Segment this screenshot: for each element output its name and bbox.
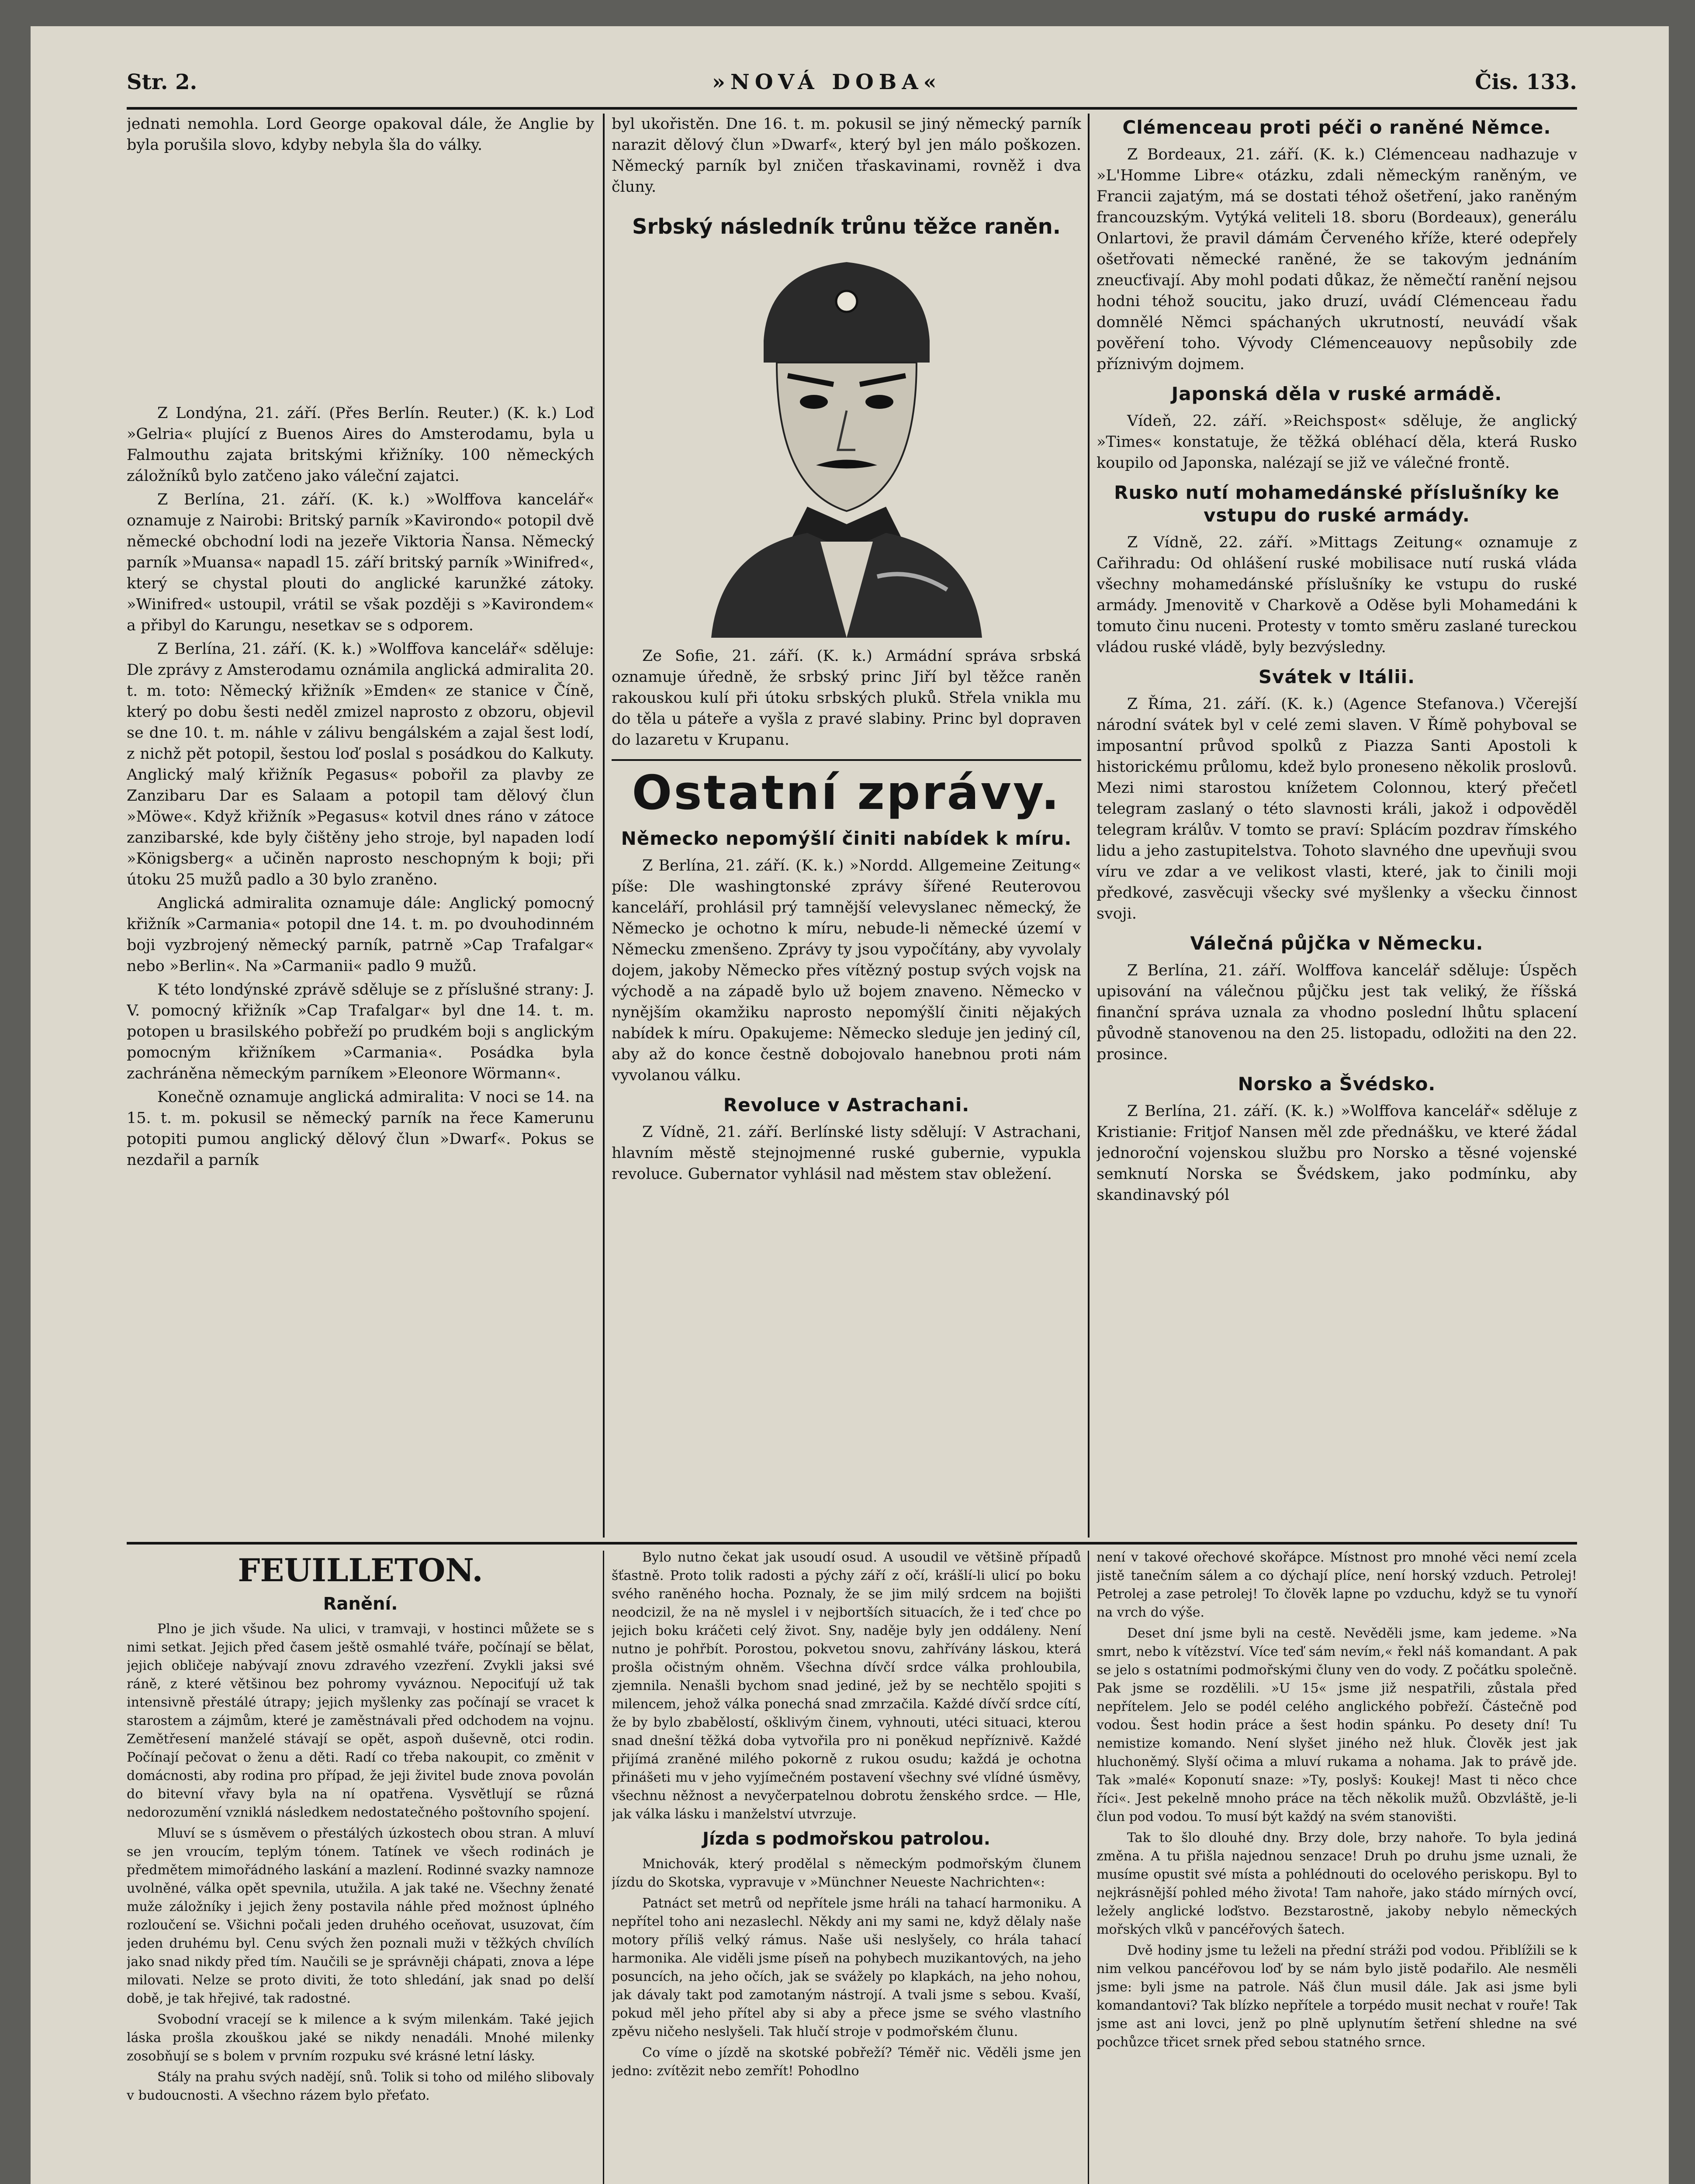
feuilleton-title: FEUILLETON. [238, 1552, 483, 1589]
headline-war-loan: Válečná půjčka v Německu. [1190, 933, 1484, 954]
article-continuation: jednati nemohla. Lord George opakoval dále, že Anglie by byla porušila slovo, kdyby nebyla šla do války. [127, 115, 594, 154]
page-number: Str. 2. [127, 70, 197, 94]
headline-russia: Rusko nutí mohamedánské příslušníky ke vstupu do ruské armády. [1114, 482, 1560, 526]
story-paragraph: není v takové ořechové skořápce. Místnost pro mnohé věci nemí zcela jistě tanečním sálem a co dýchají plíce, není horský vzduch. Petrolej! Petrolej a zase petrolej! To člověk lapne po vzduchu, když se tu vynoří na vrch do výše. [1097, 1550, 1577, 1620]
article-continuation: byl ukořistěn. Dne 16. t. m. pokusil se jiný německý parník narazit dělový člun »Dwarf«, který byl jen málo poškozen. Německý parník byl zničen třaskavinami, rovněž i dva čluny. [612, 115, 1081, 196]
headline-serbia: Srbský následník trůnu těžce raněn. [632, 214, 1061, 239]
story-paragraph: Dvě hodiny jsme tu leželi na přední stráži pod vodou. Přiblížili se k nim velkou pancéřovou loď by se nám bylo jistě podařilo. Ale nesměli jsme: byli jsme na patrole. Náš člun musil dále. Jak asi jsme byli komandantovi? Tak blízko nepřítele a torpédo musit nechat v rouře! Tak jsme ast ani lovci, jenž po plně uplynutím šetření shledne na své pochůzce třicet srnek před sebou statného srnce. [1097, 1943, 1577, 2050]
news-berlin-nairobi: Z Berlína, 21. září. (K. k.) »Wolffova kancelář« oznamuje z Nairobi: Britský parník »Kavirondo« potopil dvě německé obchodní lodi na jezeře Viktoria Ňansa. Německý parník »Muansa« napadl 15. září britský parník »Winifred«, který se chystal plouti do anglické karunžké zátoky. »Winifred« ustoupil, vrátil se však později s »Kavirondem« a přibyl do Karungu, nesetkav se s odporem. [127, 491, 594, 634]
news-vienna-astrakhan: Z Vídně, 21. září. Berlínské listy sdělují: V Astrachani, hlavním městě stejnojmenné ruské gubernie, vypukla revoluce. Gubernator vyhlásil nad městem stav obležení. [612, 1123, 1081, 1183]
story-paragraph: Bylo nutno čekat jak usoudí osud. A usoudil ve většině případů šťastně. Proto tolik radosti a pýchy září z očí, krášlí-li ulicí po boku svého raněného hocha. Poznaly, že se jim milý srdcem na bojišti neodcizil, že na ně myslel i v nejbortších situacích, že i teď chce po jejich boku kráčeti celý život. Sny, naděje byly jen oddáleny. Není nutno je pohřbít. Porostou, pokvetou snovu, zahřívány láskou, která prošla očistným ohněm. Všechna dívčí srdce válka prohloubila, zjemnila. Nenašli bychom snad jediné, jež by se nechtělo spojiti s milencem, jehož válka ponechá snad zmrzačila. Každé dívčí srdce cítí, že by bylo zbabělostí, ošklivým činem, vyhnouti, utéci situaci, kterou snad dnešní těžká doba vytvořila pro ni poněkud nepříznivě. Každé přijímá zraněné milého pokorně z rukou osudu; každá je ochotna přinášeti mu v jeho vyjímečném postavení všechny své vlídné úsměvy, všechnu něžnost a nevyčerpatelnou dobrotu ženského srdce. — Hle, jak válka lásku i manželství utvrzuje. [612, 1550, 1081, 1822]
story-paragraph: Svobodní vracejí se k milence a k svým milenkám. Také jejich láska prošla zkouškou jaké se nikdy nenadáli. Mnohé milenky zosobňují se s bolem v prvním rozpuku své krásné letní lásky. [127, 2012, 594, 2064]
story-title-submarine: Jízda s podmořskou patrolou. [702, 1829, 990, 1849]
section-title-other-news: Ostatní zprávy. [632, 766, 1061, 820]
story-paragraph: Patnáct set metrů od nepřítele jsme hráli na tahací harmoniku. A nepřítel toho ani nezaslechl. Někdy ani my sami ne, když dělaly naše motory příliš velký rámus. Naše uši neslyšely, co hrála tahací harmonika. Ale viděli jsme píseň na pohybech muzikantových, na jeho posuncích, na jeho očích, jak se svážely po klapkách, na jeho nohou, jak dávaly takt pod zamotaným nástrojí. A tvali jsme s sebou. Kvaší, pokud měl jeho přítel aby si aby a přece jsme se svého vlastního zpěvu ničeho neslyšeli. Tak hlučí stroje v podmořském člunu. [612, 1896, 1081, 2039]
news-dwarf: Konečně oznamuje anglická admiralita: V noci se 14. na 15. t. m. pokusil se německý parník na řece Kamerunu potopiti pumou anglický dělový člun »Dwarf«. Pokus se nezdařil a parník [127, 1089, 594, 1169]
issue-number: Čis. 133. [1475, 70, 1577, 94]
column-divider [1088, 114, 1090, 1538]
feuilleton-column-3 [1097, 1548, 1577, 2184]
column-divider [603, 114, 605, 1538]
news-berlin-loan: Z Berlína, 21. září. Wolffova kancelář sděluje: Úspěch upisování na válečnou půjčku jest tak veliký, že říšská finanční správa uznala za vhodno poslední lhůtu splacení původně stanovenou na den 25. listopadu, odložiti na den 22. prosince. [1097, 962, 1577, 1063]
story-paragraph: Plno je jich všude. Na ulici, v tramvaji, v hostinci můžete se s nimi setkat. Jejich před časem ještě osmahlé tváře, počínají se bělat, jejich obličeje nabývají znovu zdravého vzezření. Zvykli jaksi své ráně, z které většinou bez pohromy vyváznou. Nepociťují už tak intensivně přestálé útrapy; jejich myšlenky zas počínají se vracet k starostem a zájmům, které je zaměstnávali před odchodem na vojnu. Zemětřesení manželé stávají se opět, aspoň duševně, otci rodin. Počínají pečovat o ženu a děti. Radí co třeba nakoupit, co změnit v domácnosti, aby rodina pro případ, že jeji živitel bude znova povolán do bitevní vřavy byla na ní opatřena. Vysvětlují se různá nedorozumění vzniklá následkem nedostatečného poštovního spojení. [127, 1621, 594, 1820]
story-paragraph: Stály na prahu svých nadějí, snů. Tolik si toho od milého slibovaly v budoucnosti. A všechno rázem bylo přeťato. [127, 2070, 594, 2103]
news-column-2 [612, 114, 1081, 1538]
headline-japan: Japonská děla v ruské armádě. [1171, 383, 1502, 404]
news-bordeaux: Z Bordeaux, 21. září. (K. k.) Clémenceau nadhazuje v »L'Homme Libre« otázku, zdali německým raněným, ve Francii zajatým, má se dostati téhož ošetření, jako raněným francouzským. Vytýká veliteli 18. sboru (Bordeaux), generálu Onlartovi, že pravil dámám Červeného kříže, které odepřely ošetřovati německé raněné, že se takovým jednáním zneucťivají. Aby mohl podati důkaz, že němečtí ranění nejsou hodni téhož soucitu, jako druzí, uvádí Clémenceau řadu domnělé Němci spáchaných ukrutností, neuvádí však pověření toho. Vývody Clémenceauovy nepůsobily zde příznivým dojmem. [1097, 146, 1577, 373]
newspaper-page [31, 26, 1669, 2184]
section-rule [612, 759, 1081, 761]
story-paragraph: Mnichovák, který prodělal s německým podmořským člunem jízdu do Skotska, vypravuje v »Münchner Neueste Nachrichten«: [612, 1856, 1081, 1890]
news-berlin-norway: Z Berlína, 21. září. (K. k.) »Wolffova kancelář« sděluje z Kristianie: Fritjof Nansen měl zde přednášku, ve které žádal jednoroční vojenskou službu pro Norsko a těsné vojenské semknutí Norska se Švédskem, jako podmínku, aby skandinavský pól [1097, 1102, 1577, 1204]
column-divider [1088, 1551, 1089, 2184]
news-column-3 [1097, 114, 1577, 1538]
feuilleton-column-2 [612, 1548, 1081, 2184]
news-cap-trafalgar: K této londýnské zprávě sděluje se z příslušné strany: J. V. pomocný křižník »Cap Trafalgar« byl dne 14. t. m. potopen u brasilského pobřeží po prudkém boji s anglickým pomocným křižníkem »Carmania«. Posádka byla zachráněna německým parníkem »Eleonore Wörmann«. [127, 981, 594, 1082]
news-vienna-japan: Vídeň, 22. září. »Reichspost« sděluje, že anglický »Times« konstatuje, že těžká obléhací děla, která Rusko koupilo od Japonska, nalézají se již ve válečné frontě. [1097, 412, 1577, 472]
news-london: Z Londýna, 21. září. (Přes Berlín. Reuter.) (K. k.) Loď »Gelria« plující z Buenos Aires do Amsterodamu, byla u Falmouthu zajata britskými křižníky. 100 německých záložníků bylo zatčeno jako váleční zajatci. [127, 404, 594, 485]
header-rule [127, 107, 1577, 110]
headline-astrakhan: Revoluce v Astrachani. [723, 1094, 970, 1116]
news-berlin-emden: Z Berlína, 21. září. (K. k.) »Wolffova kancelář« sděluje: Dle zprávy z Amsterodamu oznámila anglická admiralita 20. t. m. toto: Německý křižník »Emden« ze stanice v Číně, který po dobu šesti neděl zmizel naprosto z obzoru, objevil se dne 10. t. m. náhle v zálivu bengálském a zajal šest lodí, z nichž pět potopil, šestou loď poslal s posádkou do Kalkuty. Anglický malý křižník Pegasus« pobořil za plavby ze Zanzibaru Dar es Salaam a potopil tam dělový člun »Möwe«. Když křižník »Pegasus« kotvil dnes ráno v zátoce zanzibarské, kde byly čištěny jeho stroje, byl napaden lodí »Königsberg« a učiněn naprosto neschopným k boji; při útoku 25 mužů padlo a 30 bylo zraněno. [127, 640, 594, 888]
news-vienna-russia: Z Vídně, 22. září. »Mittags Zeitung« oznamuje z Cařihradu: Od ohlášení ruské mobilisace nutí ruská vláda všechny mohamedánské příslušníky ke vstupu do ruské armády. Jmenovitě v Charkově a Oděse byli Mohamedáni k tomuto činu nuceni. Protesty v tomto směru zaslané tureckou vládou ruské vládě, byly bezvýsledny. [1097, 534, 1577, 656]
headline-italy: Svátek v Itálii. [1258, 666, 1415, 688]
prince-portrait [676, 245, 1017, 638]
feuilleton-rule [127, 1542, 1577, 1545]
story-paragraph: Mluví se s úsměvem o přestálých úzkostech obou stran. A mluví se jen vroucím, teplým tónem. Tatínek ve všech rodinách je předmětem mimořádného laskání a mazlení. Rodinné svazky namnoze uvolněné, válka opět spevnila, utužila. A jak také ne. Všechny ženaté muže záložníky i jejich ženy postavila náhle před možnost úplného rozloučení se. Všichni počali jeden druhého oceňovat, usuzovat, čím jeden druhému byl. Cenu svých žen poznali muži v těžkých chvílích jako snad nikdy před tím. Naučili se je správněji chápati, znova a lépe milovati. Nelze se proto diviti, že toto shledání, jak snad po delší době, je tak hřejivé, tak radostné. [127, 1826, 594, 2006]
headline-norway: Norsko a Švédsko. [1238, 1073, 1436, 1095]
headline-clemenceau: Clémenceau proti péči o raněné Němce. [1122, 117, 1551, 138]
feuilleton-column-1 [127, 1548, 594, 2184]
story-paragraph: Co víme o jízdě na skotské pobřeží? Téměř nic. Věděli jsme jen jedno: zvítězit nebo zemřít! Pohodlno [612, 2045, 1081, 2079]
news-column-1 [127, 114, 594, 1538]
story-paragraph: Tak to šlo dlouhé dny. Brzy dole, brzy nahoře. To byla jediná změna. A tu přišla najednou senzace! Druh po druhu jsme uznali, že musíme opustit své místa a pohlédnouti do ocelového periskopu. Byl to nejkrásnější pohled mého života! Tam nahoře, jako stádo mírných ovcí, ležely anglické loďstvo. Bezstarostně, jakoby nebylo německých mořských vlků v pancéřových šatech. [1097, 1830, 1577, 1937]
news-admiralty: Anglická admiralita oznamuje dále: Anglický pomocný křižník »Carmania« potopil dne 14. t. m. po dvouhodinném boji vyzbrojený německý parník, patrně »Cap Trafalgar« nebo »Berlin«. Na »Carmanii« padlo 9 mužů. [127, 895, 594, 975]
news-berlin-peace: Z Berlína, 21. září. (K. k.) »Nordd. Allgemeine Zeitung« píše: Dle washingtonské zprávy šířené Reuterovou kanceláří, prohlásil prý tamnější velevyslanec německý, že Německo je ochotno k míru, nebude-li německé území v Německu zmenšeno. Zprávy ty jsou vypočítány, aby vyvolaly dojem, jakoby Německo přes vítězný postup svých vojsk na východě a na západě bylo už bojem znaveno. Německo v nynějším okamžiku naprosto nepomýšlí činiti nějakých nabídek k míru. Opakujeme: Německo sleduje jen jediný cíl, aby až do konce čestně dobojovalo hanebnou proti nám vyvolanou válku. [612, 857, 1081, 1084]
masthead-title: »NOVÁ DOBA« [712, 70, 942, 94]
story-paragraph: Deset dní jsme byli na cestě. Nevěděli jsme, kam jedeme. »Na smrt, nebo k vítězství. Více teď sám nevím,« řekl náš komandant. A pak se jelo s ostatními podmořskými čluny ven do vody. Z počátku společně. Pak jsme se rozdělili. »U 15« jsme již nespatřili, zůstala před nepřítelem. Jelo se podél celého anglického pobřeží. Částečně pod vodou. Šest hodin práce a šest hodin spánku. Po desety dní! Tu nemistize komando. Není slyšet jiného než hluk. Člověk jest jak hluchoněmý. Slyší očima a mluví rukama a nohama. Jak to právě jde. Tak »malé« Koponutí snaze: »Ty, poslyš: Koukej! Mast ti něco chce říci«. Jest pekelně mnoho práce na těch několik mužů. Obzvláště, je-li člun pod vodou. To musí být každý na svém stanovišti. [1097, 1626, 1577, 1825]
news-rome: Z Říma, 21. září. (K. k.) (Agence Stefanova.) Včerejší národní svátek byl v celé zemi slaven. V Římě pohyboval se imposantní průvod spolků z Piazza Santi Apostoli k historickému průlomu, kdež bylo proneseno několik proslovů. Mezi nimi starostou knížetem Colonnou, který přečetl telegram zaslaný o této slavnosti králi, jakož i odpověděl telegram králův. V tomto se praví: Splácím pozdrav římského lidu a jeho zastupitelstva. Tohoto slavného dne upevňuji svou víru ve zdar a ve velikost vlasti, které, jak to činili moji předkové, zasvěcuji všecky své myšlenky a všecku činnost svoji. [1097, 695, 1577, 923]
blank-area [127, 158, 594, 403]
news-sofia: Ze Sofie, 21. září. (K. k.) Armádní správa srbská oznamuje úředně, že srbský princ Jiří byl těžce raněn rakouskou kulí při útoku srbských pluků. Střela vnikla mu do těla u páteře a vyšla z pravé slabiny. Princ byl dopraven do lazaretu v Krupanu. [612, 647, 1081, 749]
column-divider [603, 1551, 604, 2184]
story-title-wounded: Ranění. [323, 1594, 398, 1614]
page-header [127, 66, 1577, 105]
headline-peace: Německo nepomýšlí činiti nabídek k míru. [621, 828, 1072, 849]
